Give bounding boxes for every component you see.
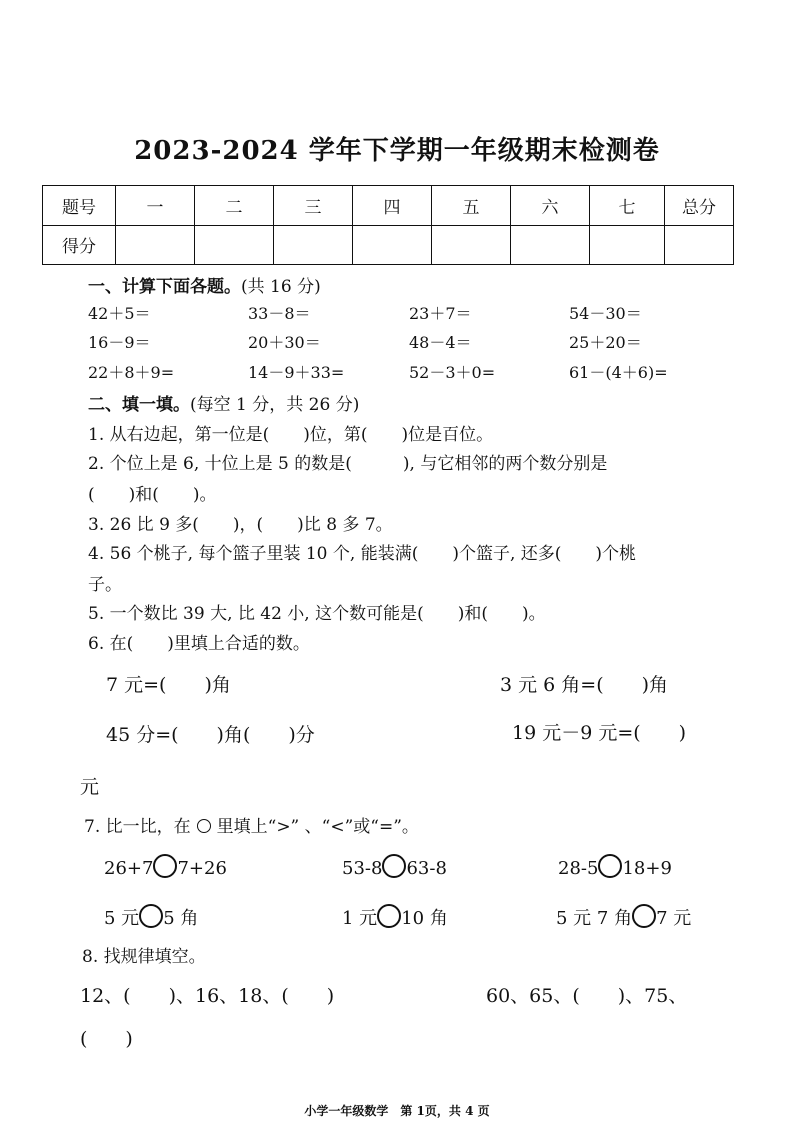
calc-item: 14－9＋33= — [248, 363, 345, 382]
compare-left: 5 元 — [104, 908, 140, 929]
compare-circle[interactable] — [382, 854, 406, 878]
score-cell — [116, 225, 195, 265]
score-header-cell: 五 — [432, 186, 511, 226]
section1-note: (共 16 分) — [241, 277, 321, 297]
score-header-cell: 二 — [195, 186, 274, 226]
compare-item — [558, 854, 672, 879]
question-2-line2: ( )和( )。 — [88, 485, 217, 505]
score-header-cell: 题号 — [43, 186, 116, 226]
score-header-cell: 七 — [590, 186, 665, 226]
money-item: 19 元－9 元=( ) — [512, 722, 687, 744]
question-6: 6. 在( )里填上合适的数。 — [88, 634, 310, 654]
calc-item: 48－4＝ — [409, 333, 472, 352]
section2-note: (每空 1 分，共 26 分) — [190, 395, 360, 415]
calc-item: 23＋7＝ — [409, 304, 472, 323]
compare-left: 28-5 — [558, 858, 599, 879]
score-table-score-row — [43, 225, 734, 265]
money-unit: 元 — [80, 776, 100, 798]
compare-circle[interactable] — [598, 854, 622, 878]
question-7-prefix: 7. 比一比，在 — [84, 817, 191, 837]
section1-heading — [88, 272, 321, 297]
question-8: 8. 找规律填空。 — [82, 947, 206, 967]
calc-item: 20＋30＝ — [248, 333, 321, 352]
compare-circle[interactable] — [153, 854, 177, 878]
money-item: 7 元=( )角 — [106, 674, 231, 696]
section1-title: 一、计算下面各题。 — [88, 277, 241, 297]
calc-item: 16－9＝ — [88, 333, 151, 352]
compare-right: 7 元 — [656, 908, 692, 929]
score-cell — [432, 225, 511, 265]
score-header-cell: 一 — [116, 186, 195, 226]
pattern-seq-2-cont: ( ) — [80, 1028, 133, 1050]
page-footer: 小学一年级数学 第 1页，共 4 页 — [304, 1104, 490, 1118]
calc-item: 54－30＝ — [569, 304, 642, 323]
compare-left: 5 元 7 角 — [556, 908, 633, 929]
compare-right: 7+26 — [177, 858, 227, 879]
compare-left: 1 元 — [342, 908, 378, 929]
compare-circle[interactable] — [632, 904, 656, 928]
score-header-cell: 六 — [511, 186, 590, 226]
calc-item: 22＋8＋9= — [88, 363, 175, 382]
circle-icon — [197, 819, 211, 833]
compare-left: 26+7 — [104, 858, 154, 879]
compare-item — [556, 904, 691, 930]
calc-item: 61－(4＋6)= — [569, 363, 668, 382]
question-4-line1: 4. 56 个桃子, 每个篮子里装 10 个, 能装满( )个篮子, 还多( )个桃 — [88, 544, 637, 564]
pattern-seq-1: 12、( )、16、18、( ) — [80, 985, 335, 1007]
section2-title: 二、填一填。 — [88, 395, 190, 415]
calc-item: 33－8＝ — [248, 304, 311, 323]
money-item: 45 分=( )角( )分 — [106, 724, 315, 746]
score-table-header-row — [43, 186, 734, 226]
compare-right: 18+9 — [622, 858, 672, 879]
score-cell — [665, 225, 734, 265]
score-row-label: 得分 — [43, 225, 116, 265]
question-1: 1. 从右边起，第一位是( )位，第( )位是百位。 — [88, 425, 494, 445]
compare-right: 10 角 — [401, 908, 448, 929]
section2-heading — [88, 390, 359, 415]
compare-item — [104, 854, 227, 879]
money-item: 3 元 6 角=( )角 — [500, 674, 669, 696]
compare-circle[interactable] — [377, 904, 401, 928]
question-7-suffix: 里填上“>” 、“<”或“=”。 — [216, 817, 419, 837]
compare-item — [104, 904, 198, 930]
score-header-cell: 四 — [353, 186, 432, 226]
compare-right: 63-8 — [406, 858, 447, 879]
compare-right: 5 角 — [163, 908, 199, 929]
compare-left: 53-8 — [342, 858, 383, 879]
pattern-seq-2: 60、65、( )、75、 — [486, 985, 688, 1007]
compare-circle[interactable] — [139, 904, 163, 928]
score-table — [42, 185, 734, 265]
score-cell — [590, 225, 665, 265]
score-cell — [195, 225, 274, 265]
score-cell — [353, 225, 432, 265]
question-3: 3. 26 比 9 多( )，( )比 8 多 7。 — [88, 515, 393, 535]
score-cell — [511, 225, 590, 265]
question-2-line1: 2. 个位上是 6, 十位上是 5 的数是( ), 与它相邻的两个数分别是 — [88, 454, 608, 474]
score-header-cell: 总分 — [665, 186, 734, 226]
question-5: 5. 一个数比 39 大, 比 42 小, 这个数可能是( )和( )。 — [88, 604, 546, 624]
compare-item — [342, 904, 448, 930]
score-cell — [274, 225, 353, 265]
calc-item: 25＋20＝ — [569, 333, 642, 352]
calc-item: 42＋5＝ — [88, 304, 151, 323]
question-7 — [84, 812, 419, 837]
score-header-cell: 三 — [274, 186, 353, 226]
page-title: 2023-2024 学年下学期一年级期末检测卷 — [134, 136, 660, 166]
calc-item: 52－3＋0= — [409, 363, 496, 382]
question-4-line2: 子。 — [88, 575, 122, 595]
compare-item — [342, 854, 447, 879]
